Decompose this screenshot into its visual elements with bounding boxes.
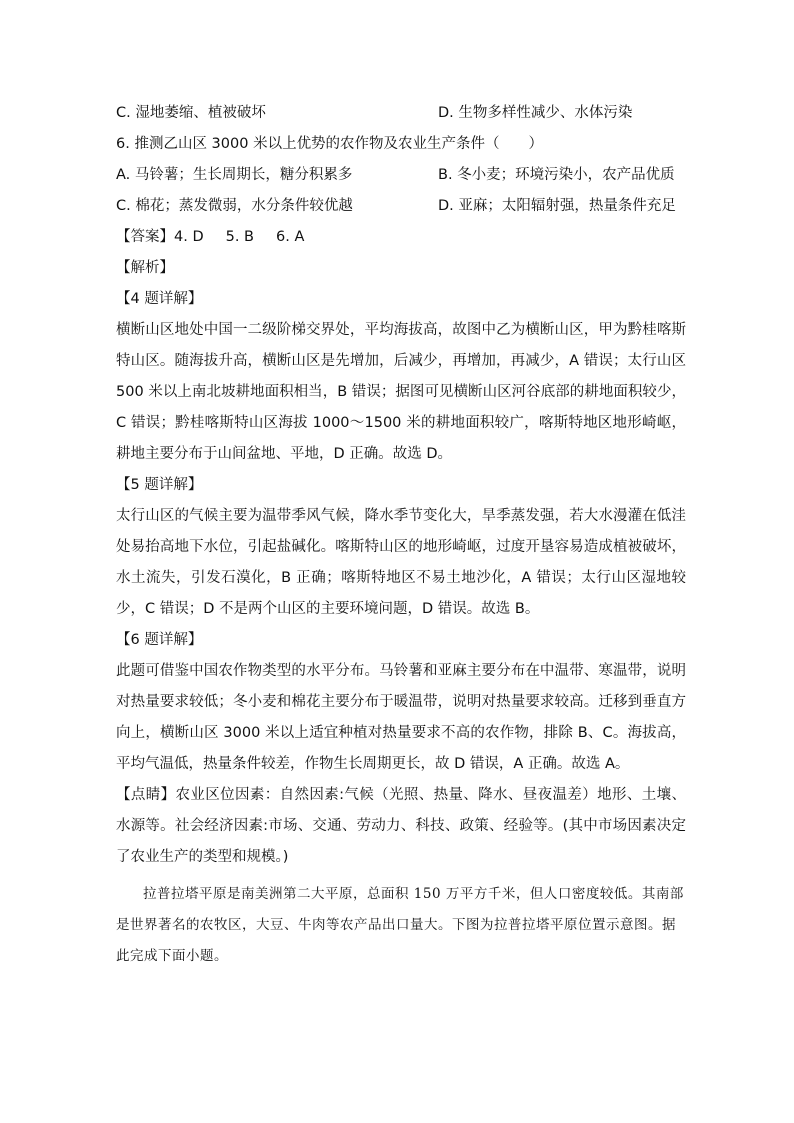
q5-options-row-cd [116,98,686,129]
answer-line [116,222,686,253]
detail-5-title: 【5 题详解】 [116,477,203,493]
key-point-tag: 【点睛】 [116,787,176,803]
q6-options-row-cd [116,191,686,222]
q6-option-b: B. 冬小麦；环境污染小，农产品优质 [438,167,675,183]
detail-5-text: 太行山区的气候主要为温带季风气候，降水季节变化大，旱季蒸发强，若大水漫灌在低洼处易抬高地下水位，引起盐碱化。喀斯特山区的地形崎岖，过度开垦容易造成植被破坏，水土流失，引发石漠化，B 正确；喀斯特地区不易土地沙化，A 错误；太行山区湿地较少，C 错误；D 不是两个山区的主要环境问题，D 错误。故选 B。 [116,508,686,617]
material-paragraph: 拉普拉塔平原是南美洲第二大平原，总面积 150 万平方千米，但人口密度较低。其南部是世界著名的农牧区，大豆、牛肉等农产品出口量大。下图为拉普拉塔平原位置示意图。据此完成下面小题。 [116,886,684,964]
answer-5: 5. B [225,229,255,245]
detail-6-text: 此题可借鉴中国农作物类型的水平分布。马铃薯和亚麻主要分布在中温带、寒温带，说明对热量要求较低；冬小麦和棉花主要分布于暖温带，说明对热量要求较高。迁移到垂直方向上，横断山区 3000 米以上适宜种植对热量要求不高的农作物，排除 B、C。海拔高，平均气温低，热量条件较差，作物生长周期更长，故 D 错误，A 正确。故选 A。 [116,663,686,772]
key-point [116,780,686,873]
q6-option-d: D. 亚麻；太阳辐射强，热量条件充足 [438,198,676,214]
q5-option-c: C. 湿地萎缩、植被破坏 [116,105,266,121]
q6-options-row-ab [116,160,686,191]
answer-4: 4. D [174,229,204,245]
q5-option-d: D. 生物多样性减少、水体污染 [438,105,633,121]
detail-4-text: 横断山区地处中国一二级阶梯交界处，平均海拔高，故图中乙为横断山区，甲为黔桂喀斯特山区。随海拔升高，横断山区是先增加，后减少，再增加，再减少，A 错误；太行山区 500 米以上南北坡耕地面积相当，B 错误；据图可见横断山区河谷底部的耕地面积较少，C 错误；黔桂喀斯特山区海拔 1000～1500 米的耕地面积较广，喀斯特地区地形崎岖，耕地主要分布于山间盆地、平地，D 正确。故选 D。 [116,322,686,462]
detail-6-title: 【6 题详解】 [116,632,203,648]
detail-4-title: 【4 题详解】 [116,291,203,307]
q6-stem: 6. 推测乙山区 3000 米以上优势的农作物及农业生产条件（ ） [116,136,544,152]
key-point-text: 农业区位因素：自然因素:气候（光照、热量、降水、昼夜温差）地形、土壤、水源等。社会经济因素:市场、交通、劳动力、科技、政策、经验等。(其中市场因素决定了农业生产的类型和规模。) [116,787,687,865]
answer-tag: 【答案】 [116,229,174,245]
q6-option-a: A. 马铃薯；生长周期长，糖分积累多 [116,167,353,183]
document-page [116,98,686,972]
analysis-tag: 【解析】 [116,260,174,276]
q6-option-c: C. 棉花；蒸发微弱，水分条件较优越 [116,198,353,214]
answer-6: 6. A [276,229,305,245]
